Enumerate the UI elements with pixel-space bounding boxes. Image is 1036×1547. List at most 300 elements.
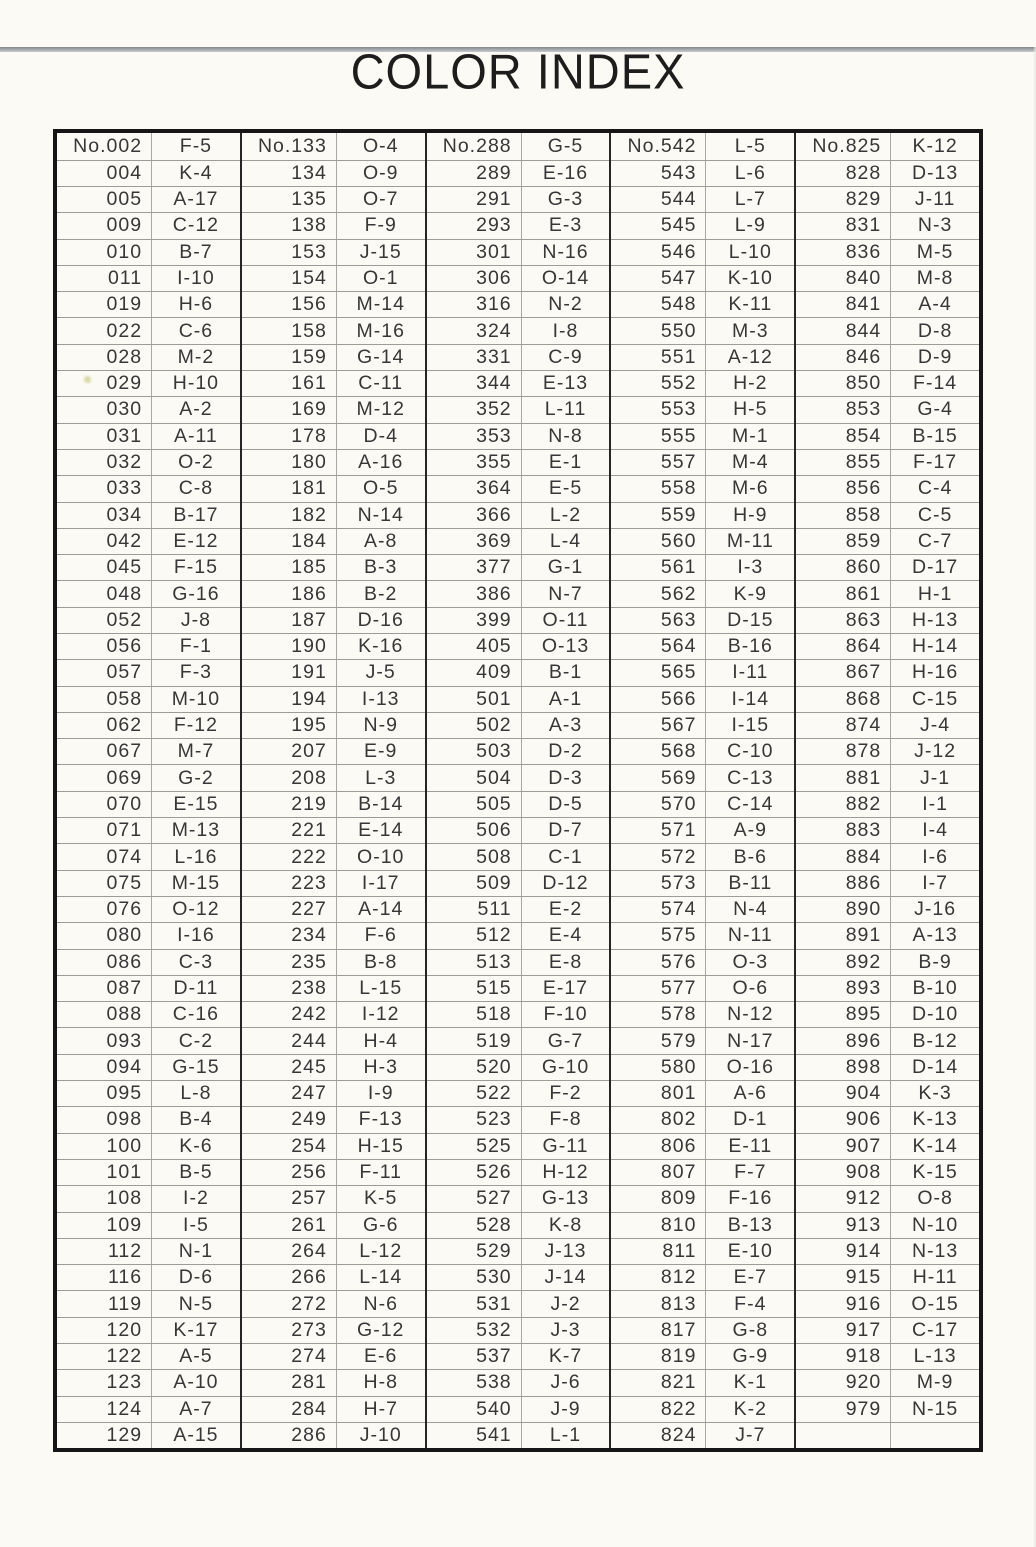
color-code-cell: D-3 [548, 766, 583, 789]
color-code-cell: I-2 [183, 1187, 209, 1210]
color-code-cell: C-11 [358, 372, 404, 395]
color-code-cell: G-15 [172, 1055, 220, 1078]
table-row [796, 396, 979, 422]
color-number-cell: 161 [242, 371, 337, 396]
color-number-cell: 266 [242, 1265, 337, 1290]
color-code-cell: E-10 [727, 1239, 773, 1262]
table-row [427, 1369, 610, 1395]
color-number-cell: 194 [242, 687, 337, 712]
table-row [57, 502, 240, 528]
color-number-cell: 518 [427, 1002, 522, 1027]
color-code-cell: B-14 [358, 792, 404, 815]
table-row [427, 1212, 610, 1238]
color-number-cell: 254 [242, 1134, 337, 1159]
color-number-cell: 891 [796, 923, 891, 948]
color-number-cell: 010 [57, 240, 152, 265]
color-number-cell: 906 [796, 1107, 891, 1132]
color-number-cell: 564 [611, 634, 706, 659]
color-code-cell: C-3 [178, 950, 214, 973]
color-code-cell: I-13 [361, 687, 400, 710]
color-number-cell: 264 [242, 1239, 337, 1264]
table-row [611, 265, 794, 291]
color-code-cell: L-15 [359, 976, 403, 999]
color-number-cell: 819 [611, 1344, 706, 1369]
color-number-cell: 235 [242, 950, 337, 975]
color-number-cell: 076 [57, 897, 152, 922]
color-number-cell: 286 [242, 1423, 337, 1448]
color-code-cell: F-2 [549, 1082, 582, 1105]
color-number-cell: 184 [242, 529, 337, 554]
table-row [796, 1027, 979, 1053]
color-number-cell: 540 [427, 1397, 522, 1422]
color-number-cell: 867 [796, 660, 891, 685]
table-row [242, 528, 425, 554]
color-number-cell: 219 [242, 792, 337, 817]
table-row [796, 738, 979, 764]
color-code-cell: E-13 [542, 372, 589, 395]
table-row [611, 1080, 794, 1106]
table-row [796, 607, 979, 633]
table-row [242, 1422, 425, 1448]
table-row [427, 1054, 610, 1080]
color-code-cell: H-15 [357, 1134, 404, 1157]
table-row [796, 1290, 979, 1316]
color-number-cell: 811 [611, 1239, 706, 1264]
color-code-cell: C-14 [727, 792, 774, 815]
color-number-cell: 186 [242, 581, 337, 606]
table-row [57, 370, 240, 396]
table-row [796, 475, 979, 501]
color-number-cell: 531 [427, 1291, 522, 1316]
color-code-cell: C-12 [172, 214, 220, 237]
color-code-cell: J-8 [180, 608, 211, 631]
color-code-cell: N-2 [548, 293, 583, 316]
color-number-cell: 829 [796, 187, 891, 212]
table-row [427, 317, 610, 343]
table-row [796, 1106, 979, 1132]
color-code-cell: I-9 [367, 1082, 394, 1105]
color-code-cell: M-6 [732, 477, 769, 500]
color-code-cell: E-1 [548, 451, 583, 474]
table-row [796, 870, 979, 896]
color-code-cell: M-14 [356, 293, 405, 316]
color-number-cell: 908 [796, 1160, 891, 1185]
color-code-cell: K-15 [912, 1161, 958, 1184]
color-code-cell: E-8 [548, 950, 583, 973]
color-number-cell: 257 [242, 1186, 337, 1211]
color-number-cell: 538 [427, 1370, 522, 1395]
color-code-cell: L-3 [365, 766, 397, 789]
table-row [611, 870, 794, 896]
color-number-cell: 828 [796, 161, 891, 186]
table-row [242, 659, 425, 685]
color-code-cell: D-1 [733, 1108, 768, 1131]
color-number-cell: 503 [427, 739, 522, 764]
color-code-cell: E-17 [542, 976, 589, 999]
color-number-cell: 570 [611, 792, 706, 817]
color-code-cell: I-4 [922, 819, 948, 842]
table-row [427, 633, 610, 659]
color-code-cell: F-17 [913, 451, 958, 474]
color-number-cell: 080 [57, 923, 152, 948]
color-code-cell: K-13 [912, 1108, 958, 1131]
color-code-cell: A-14 [358, 898, 404, 921]
table-row [57, 843, 240, 869]
color-code-cell: D-7 [548, 819, 583, 842]
color-code-cell: E-14 [358, 819, 404, 842]
color-number-cell: 824 [611, 1423, 706, 1448]
color-number-cell: 245 [242, 1055, 337, 1080]
color-code-cell: C-6 [178, 319, 214, 342]
color-number-cell: 874 [796, 713, 891, 738]
color-code-cell: K-5 [364, 1187, 398, 1210]
color-code-cell [891, 1423, 979, 1448]
color-code-cell: L-11 [544, 398, 587, 421]
table-row [611, 1396, 794, 1422]
table-row [242, 738, 425, 764]
color-number-cell: 098 [57, 1107, 152, 1132]
color-number-cell: 560 [611, 529, 706, 554]
color-number-cell: 912 [796, 1186, 891, 1211]
table-row [427, 607, 610, 633]
color-code-cell: N-13 [911, 1239, 959, 1262]
table-row [427, 791, 610, 817]
color-code-cell: O-6 [732, 976, 769, 999]
table-row [611, 160, 794, 186]
table-row [611, 212, 794, 238]
color-code-cell: D-4 [363, 424, 398, 447]
color-number-cell: 242 [242, 1002, 337, 1027]
table-row [242, 502, 425, 528]
color-number-cell: 821 [611, 1370, 706, 1395]
color-code-cell: B-6 [733, 845, 767, 868]
table-row [242, 317, 425, 343]
color-number-cell: 238 [242, 976, 337, 1001]
color-code-cell: J-10 [359, 1424, 402, 1447]
color-number-cell: 508 [427, 844, 522, 869]
color-code-cell: L-9 [734, 214, 766, 237]
color-code-cell: H-7 [363, 1397, 398, 1420]
color-number-cell: 364 [427, 476, 522, 501]
color-code-cell: G-8 [732, 1318, 769, 1341]
color-number-cell: 562 [611, 581, 706, 606]
color-code-cell: H-13 [911, 608, 959, 631]
table-row [427, 1264, 610, 1290]
color-code-cell: O-7 [362, 188, 399, 211]
table-row [796, 317, 979, 343]
color-code-cell: N-3 [917, 214, 953, 237]
table-row [242, 1054, 425, 1080]
color-number-cell: 840 [796, 266, 891, 291]
color-code-cell: B-16 [727, 635, 773, 658]
color-number-cell: 555 [611, 424, 706, 449]
color-code-cell: N-7 [548, 582, 583, 605]
color-number-cell: 546 [611, 240, 706, 265]
color-code-cell: K-4 [179, 161, 213, 184]
color-number-cell: 134 [242, 161, 337, 186]
table-row [796, 1133, 979, 1159]
color-number-cell: 028 [57, 345, 152, 370]
color-number-cell: 101 [57, 1160, 152, 1185]
color-number-cell: 557 [611, 450, 706, 475]
color-code-cell: M-5 [916, 240, 954, 263]
color-number-cell: 274 [242, 1344, 337, 1369]
color-code-cell: F-4 [734, 1292, 767, 1315]
color-code-cell: C-16 [172, 1003, 220, 1026]
color-number-cell: 527 [427, 1186, 522, 1211]
color-code-cell: C-4 [917, 477, 953, 500]
color-number-cell: 853 [796, 397, 891, 422]
color-number-cell: 836 [796, 240, 891, 265]
color-number-cell: 075 [57, 871, 152, 896]
table-row [427, 186, 610, 212]
color-code-cell: H-8 [363, 1371, 398, 1394]
color-code-cell: L-14 [359, 1266, 403, 1289]
table-row [57, 712, 240, 738]
table-row [57, 239, 240, 265]
color-number-cell: 185 [242, 555, 337, 580]
table-row [611, 396, 794, 422]
table-row [57, 580, 240, 606]
color-number-cell: 119 [57, 1291, 152, 1316]
color-code-cell: C-9 [548, 345, 583, 368]
table-row [796, 1396, 979, 1422]
color-code-cell: H-9 [733, 503, 768, 526]
table-row [57, 317, 240, 343]
color-number-cell: 409 [427, 660, 522, 685]
table-row [611, 1317, 794, 1343]
color-number-cell: 281 [242, 1370, 337, 1395]
color-code-cell: J-14 [544, 1266, 587, 1289]
color-number-cell: 182 [242, 503, 337, 528]
table-row [57, 291, 240, 317]
color-code-cell: N-15 [911, 1397, 959, 1420]
color-number-cell: 563 [611, 608, 706, 633]
table-row [427, 1027, 610, 1053]
color-number-cell: 093 [57, 1028, 152, 1053]
table-row [611, 712, 794, 738]
color-number-cell: 541 [427, 1423, 522, 1448]
table-row [796, 449, 979, 475]
color-number-cell: 863 [796, 608, 891, 633]
color-code-cell: K-12 [912, 134, 958, 157]
color-number-cell: 822 [611, 1397, 706, 1422]
table-row [427, 265, 610, 291]
color-number-cell: 571 [611, 818, 706, 843]
color-code-cell: G-13 [541, 1187, 590, 1210]
color-number-cell: 100 [57, 1134, 152, 1159]
color-code-cell: M-10 [171, 687, 221, 710]
color-number-cell: 070 [57, 792, 152, 817]
color-code-cell: L-8 [180, 1082, 212, 1105]
color-code-cell: M-15 [171, 871, 221, 894]
color-code-cell: D-9 [917, 345, 953, 368]
table-row [427, 817, 610, 843]
color-code-cell: L-6 [734, 161, 766, 184]
table-row [611, 1027, 794, 1053]
color-code-cell: L-16 [174, 845, 218, 868]
table-row [796, 1185, 979, 1211]
color-number-cell: 159 [242, 345, 337, 370]
table-row [57, 1238, 240, 1264]
table-row [57, 1343, 240, 1369]
table-row [427, 133, 610, 159]
table-row [611, 607, 794, 633]
table-row [611, 1212, 794, 1238]
color-number-cell: 522 [427, 1081, 522, 1106]
color-number-cell: 577 [611, 976, 706, 1001]
color-number-cell: 860 [796, 555, 891, 580]
color-number-cell: No.825 [796, 133, 891, 159]
color-code-cell: G-1 [547, 556, 584, 579]
color-number-cell: 291 [427, 187, 522, 212]
color-code-cell: A-6 [733, 1082, 767, 1105]
color-code-cell: B-12 [912, 1029, 958, 1052]
table-row [427, 370, 610, 396]
color-code-cell: O-9 [362, 161, 399, 184]
color-number-cell: 033 [57, 476, 152, 501]
table-row [242, 1185, 425, 1211]
color-code-cell: L-2 [549, 503, 582, 526]
color-number-cell: 559 [611, 503, 706, 528]
table-row [427, 659, 610, 685]
color-code-cell: B-15 [912, 424, 958, 447]
color-number-cell: 566 [611, 687, 706, 712]
color-code-cell: I-6 [922, 845, 948, 868]
table-row [611, 1054, 794, 1080]
table-row [427, 1185, 610, 1211]
table-row [242, 791, 425, 817]
table-row [611, 843, 794, 869]
color-number-cell: 355 [427, 450, 522, 475]
table-row [57, 922, 240, 948]
color-code-cell: M-3 [732, 319, 769, 342]
color-code-cell: A-2 [179, 398, 213, 421]
color-number-cell: 227 [242, 897, 337, 922]
table-row [57, 475, 240, 501]
color-code-cell: F-16 [728, 1187, 773, 1210]
color-number-cell: 247 [242, 1081, 337, 1106]
table-row [242, 449, 425, 475]
color-number-cell: 386 [427, 581, 522, 606]
color-number-cell: 916 [796, 1291, 891, 1316]
table-row [611, 1001, 794, 1027]
color-number-cell [796, 1423, 891, 1448]
table-row [57, 1001, 240, 1027]
table-row [796, 949, 979, 975]
color-number-cell: 088 [57, 1002, 152, 1027]
color-number-cell: 523 [427, 1107, 522, 1132]
color-code-cell: G-14 [357, 345, 405, 368]
color-number-cell: 914 [796, 1239, 891, 1264]
color-code-cell: I-11 [732, 661, 769, 684]
color-code-cell: B-10 [912, 976, 958, 999]
color-number-cell: 813 [611, 1291, 706, 1316]
color-number-cell: 579 [611, 1028, 706, 1053]
color-code-cell: N-11 [727, 924, 773, 947]
color-code-cell: N-4 [733, 898, 768, 921]
color-code-cell: I-1 [922, 792, 948, 815]
color-code-cell: E-4 [548, 924, 583, 947]
color-code-cell: L-4 [549, 529, 582, 552]
color-number-cell: 574 [611, 897, 706, 922]
color-code-cell: M-13 [171, 819, 221, 842]
color-number-cell: 904 [796, 1081, 891, 1106]
color-number-cell: 399 [427, 608, 522, 633]
color-number-cell: 032 [57, 450, 152, 475]
color-number-cell: 841 [796, 292, 891, 317]
color-number-cell: 529 [427, 1239, 522, 1264]
color-number-cell: 915 [796, 1265, 891, 1290]
table-row [57, 607, 240, 633]
color-code-cell: N-1 [178, 1239, 214, 1262]
color-code-cell: J-9 [550, 1397, 581, 1420]
color-number-cell: 042 [57, 529, 152, 554]
table-row [427, 212, 610, 238]
table-row [57, 791, 240, 817]
color-code-cell: I-3 [737, 556, 764, 579]
color-number-cell: 548 [611, 292, 706, 317]
color-code-cell: G-11 [542, 1134, 589, 1157]
color-number-cell: 005 [57, 187, 152, 212]
color-code-cell: K-14 [912, 1134, 958, 1157]
color-number-cell: 222 [242, 844, 337, 869]
table-row [57, 554, 240, 580]
color-code-cell: K-17 [173, 1318, 219, 1341]
color-number-cell: 135 [242, 187, 337, 212]
color-code-cell: J-11 [914, 188, 956, 211]
table-row [796, 633, 979, 659]
table-row [427, 1001, 610, 1027]
table-row [611, 1106, 794, 1132]
table-row [427, 1238, 610, 1264]
table-row [611, 896, 794, 922]
table-row [427, 502, 610, 528]
color-code-cell: D-16 [357, 608, 404, 631]
color-code-cell: A-10 [173, 1371, 219, 1394]
table-row [427, 554, 610, 580]
color-code-cell: C-10 [727, 740, 774, 763]
table-row [242, 1027, 425, 1053]
color-code-cell: N-14 [357, 503, 404, 526]
color-number-cell: 856 [796, 476, 891, 501]
color-number-cell: 918 [796, 1344, 891, 1369]
color-number-cell: 552 [611, 371, 706, 396]
color-number-cell: 558 [611, 476, 706, 501]
table-row [57, 1422, 240, 1448]
color-number-cell: 052 [57, 608, 152, 633]
table-row [796, 922, 979, 948]
table-row [427, 870, 610, 896]
table-row [57, 396, 240, 422]
color-number-cell: 861 [796, 581, 891, 606]
color-code-cell: B-2 [364, 582, 398, 605]
table-row [242, 554, 425, 580]
color-number-cell: 504 [427, 765, 522, 790]
color-number-cell: 352 [427, 397, 522, 422]
color-code-cell: L-10 [728, 240, 772, 263]
table-row [57, 186, 240, 212]
table-row [796, 1343, 979, 1369]
color-number-cell: 116 [57, 1265, 152, 1290]
table-row [796, 686, 979, 712]
color-number-cell: 004 [57, 161, 152, 186]
table-row [427, 738, 610, 764]
color-code-cell: D-14 [911, 1055, 959, 1078]
color-code-cell: D-15 [727, 608, 774, 631]
color-number-cell: 223 [242, 871, 337, 896]
color-code-cell: L-12 [359, 1239, 403, 1262]
